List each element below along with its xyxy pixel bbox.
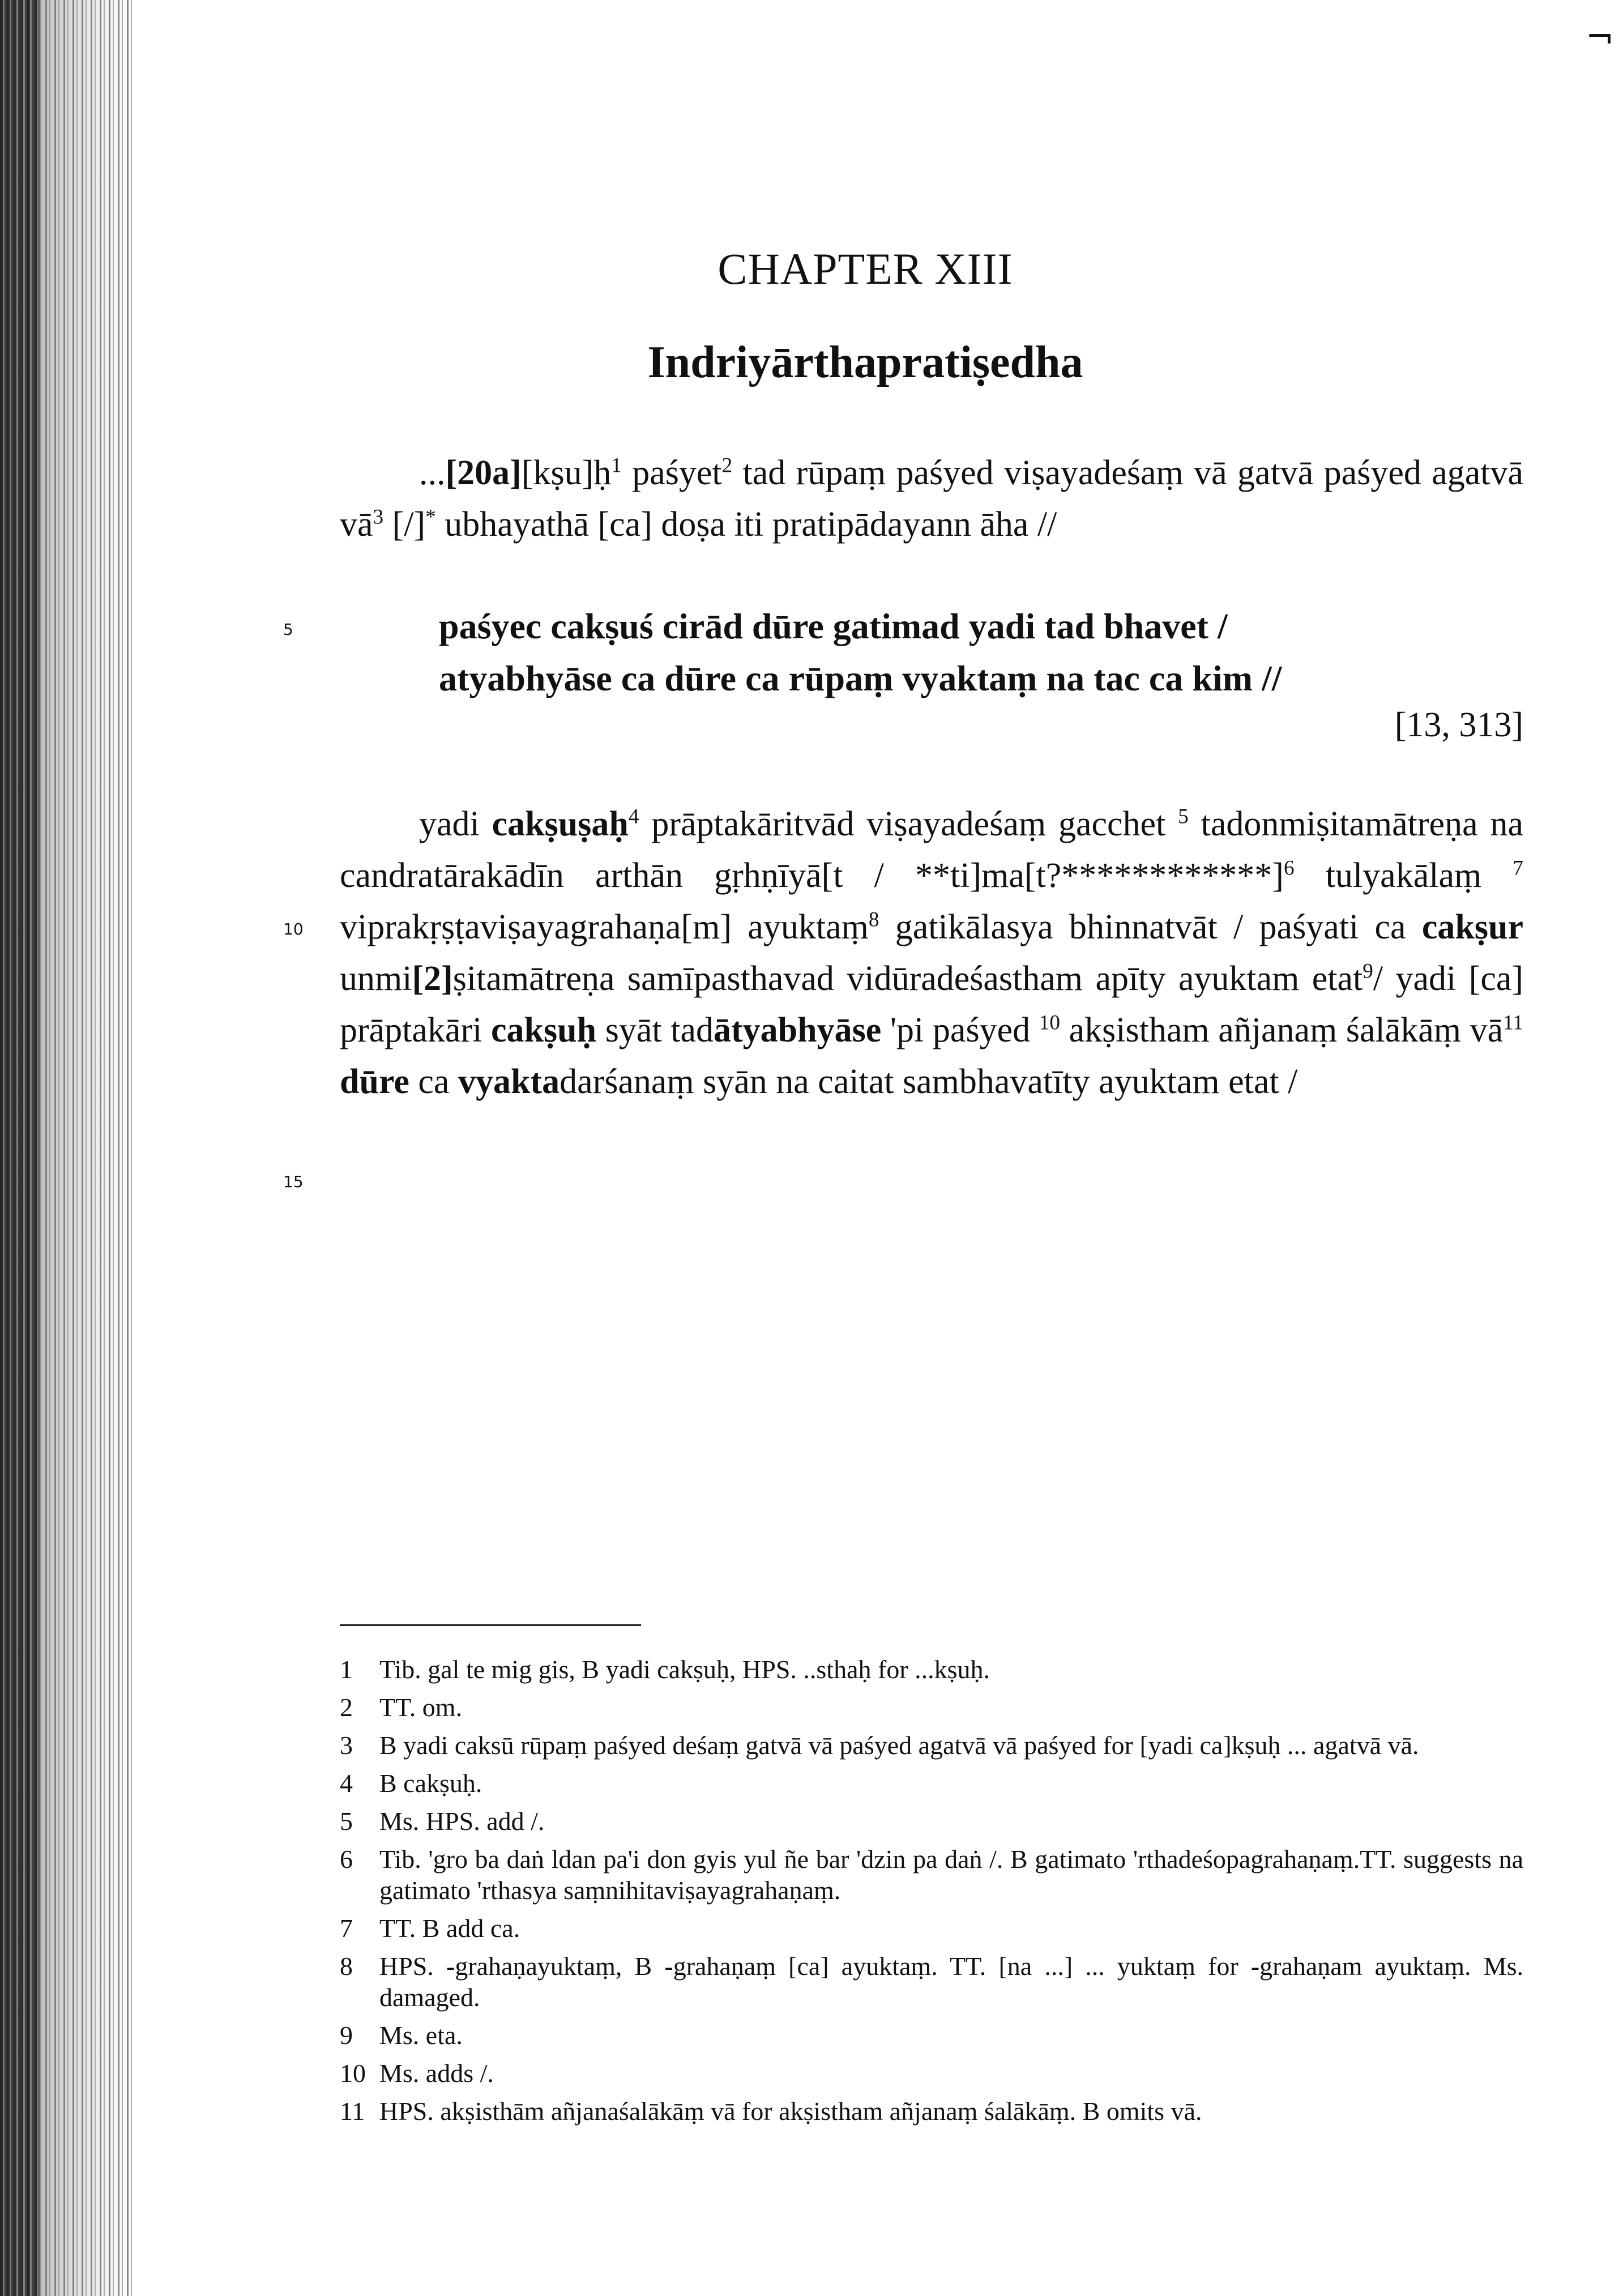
verse-reference: [13, 313] (1394, 706, 1523, 744)
footnote-item (340, 1843, 1523, 1906)
footnote-item (340, 1730, 1523, 1761)
footnote-number: 3 (340, 1731, 353, 1760)
commentary-text: yadi cakṣuṣaḥ$^4$ prāptakāritvād viṣayadeśaṃ gacchet $^5$ tadonmiṣitamātreṇa na candratārakādīn arthān gṛhṇīyā[t / **ti]ma[t?************]$^6$ tulyakālaṃ $^7$ viprakṛṣṭaviṣayagrahaṇa[m] ayuktaṃ$^8$ gatikālasya bhinnatvāt / paśyati ca cakṣur unmi[2]ṣitamātreṇa samīpasthavad vidūradeśastham apīty ayuktam etat$^9$/ yadi [ca] prāptakāri cakṣuḥ syāt tadātyabhyāse 'pi paśyed $^{10}$ akṣistham añjanaṃ śalākāṃ $vā^{11}$ dūre ca vyaktadarśanaṃ syān na caitat sambhavatīty ayuktam etat / (340, 805, 1524, 1101)
footnote-text: HPS. akṣisthām añjanaśalākāṃ vā for akṣistham añjanaṃ śalākāṃ. B omits vā. (379, 2097, 1202, 2126)
verse-line-2: atyabhyāse ca dūre ca rūpaṃ vyaktaṃ na tac ca kim // (439, 658, 1282, 698)
footnote-item (340, 1654, 1523, 1685)
chapter-heading: CHAPTER XIII (717, 244, 1013, 293)
footnote-item (340, 1951, 1523, 2013)
footnote-item (340, 2020, 1523, 2051)
footnote-number: 4 (340, 1769, 353, 1798)
footnote-text: Ms. adds /. (379, 2059, 494, 2088)
footnote-number: 10 (340, 2059, 366, 2088)
footnote-number: 5 (340, 1807, 353, 1836)
footnote-item (340, 1913, 1523, 1944)
footnote-item (340, 2058, 1523, 2089)
verse-block (439, 600, 1523, 705)
chapter-title: Indriyārthapratiṣedha (647, 338, 1083, 387)
footnotes (340, 1654, 1523, 2133)
footnote-text: HPS. -grahaṇayuktaṃ, B -grahaṇaṃ [ca] ayuktaṃ. TT. [na ...] ... yuktaṃ for -grahaṇam ayuktaṃ. Ms. damaged. (379, 1952, 1523, 2012)
footnote-text: Ms. eta. (379, 2021, 463, 2050)
footnote-number: 2 (340, 1693, 353, 1722)
footnote-text: Tib. 'gro ba daṅ ldan pa'i don gyis yul ñe bar 'dzin pa daṅ /. B gatimato 'rthadeśopagrahaṇaṃ.TT. suggests na gatimato 'rthasya saṃnihitaviṣayagrahaṇaṃ. (379, 1845, 1523, 1905)
line-number-15: 15 (283, 1172, 304, 1191)
footnote-number: 8 (340, 1952, 353, 1981)
footnote-text: TT. om. (379, 1693, 463, 1722)
footnote-text: Tib. gal te mig gis, B yadi cakṣuḥ, HPS. ..sthaḥ for ...kṣuḥ. (379, 1655, 990, 1684)
verse-line-1: paśyec cakṣuś cirād dūre gatimad yadi tad bhavet / (439, 606, 1228, 646)
footnote-text: B yadi caksū rūpaṃ paśyed deśaṃ gatvā vā paśyed agatvā vā paśyed for [yadi ca]kṣuḥ ... agatvā vā. (379, 1731, 1419, 1760)
footnote-item (340, 1692, 1523, 1723)
footnote-text: B cakṣuḥ. (379, 1769, 482, 1798)
footnote-number: 1 (340, 1655, 353, 1684)
line-number-5: 5 (283, 620, 293, 639)
footnote-number: 11 (340, 2097, 365, 2126)
line-number-10: 10 (283, 920, 304, 938)
footnote-item (340, 2096, 1523, 2127)
footnote-item (340, 1806, 1523, 1837)
intro-text: ...[20a][kṣu]ḥ$^1$ paśyet$^2$ tad rūpaṃ paśyed viṣayadeśaṃ vā gatvā paśyed agatvā $vā^3$ [/]* ubhayathā [ca] doṣa iti pratipādayann āha // (340, 454, 1524, 544)
corner-mark: ¬ (1586, 17, 1615, 57)
footnote-rule (340, 1624, 641, 1626)
footnote-text: Ms. HPS. add /. (379, 1807, 545, 1836)
intro-paragraph (340, 447, 1523, 550)
footnote-text: TT. B add ca. (379, 1914, 520, 1943)
footnote-number: 9 (340, 2021, 353, 2050)
footnote-item (340, 1768, 1523, 1799)
commentary-paragraph (340, 799, 1523, 1108)
footnote-number: 7 (340, 1914, 353, 1943)
footnote-number: 6 (340, 1845, 353, 1873)
